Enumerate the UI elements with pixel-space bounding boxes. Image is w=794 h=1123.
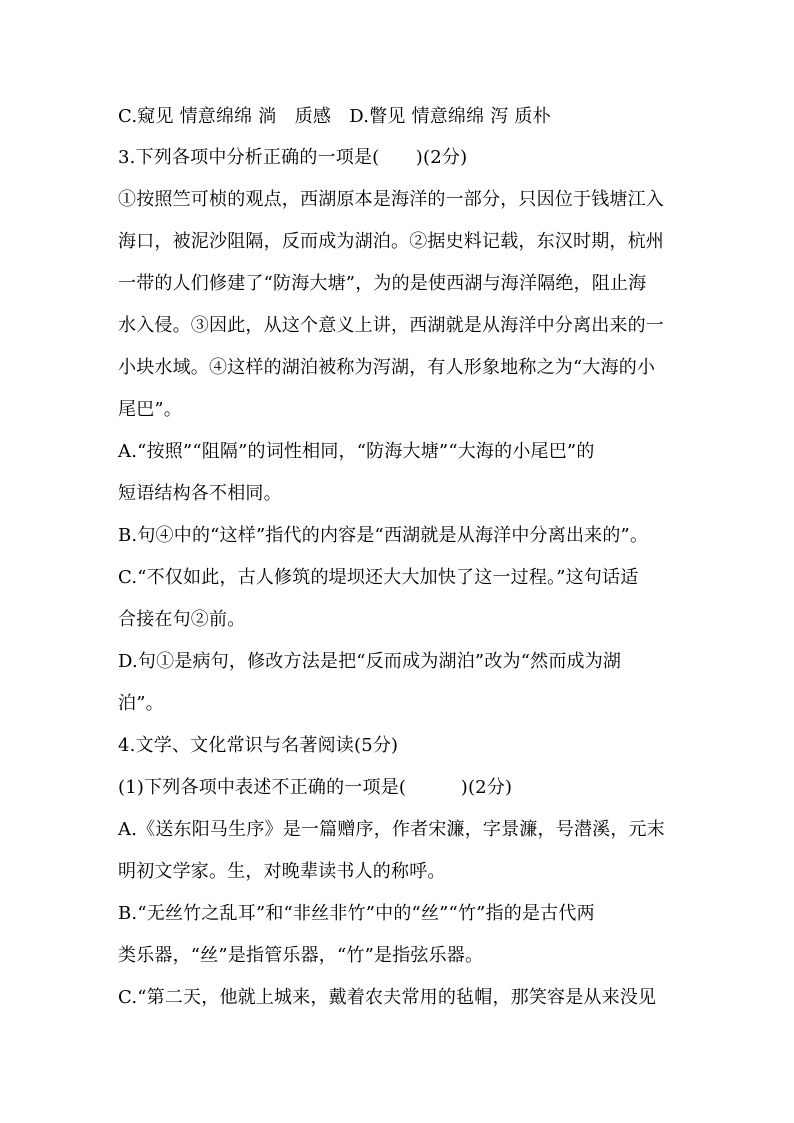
option-b: B.句④中的“这样”指代的内容是“西湖就是从海洋中分离出来的”。: [118, 525, 649, 546]
passage-line: 小块水域。④这样的湖泊被称为泻湖，有人形象地称之为“大海的小: [118, 357, 656, 378]
option-a-cont: 短语结构各不相同。: [118, 483, 282, 504]
option-b: B.“无丝竹之乱耳”和“非丝非竹”中的“丝”“竹”指的是古代两: [118, 903, 595, 924]
option-c-d-question2: C.窥见 情意绵绵 淌 质感 D.瞥见 情意绵绵 泻 质朴: [118, 106, 551, 127]
option-a: A.“按照”“阻隔”的词性相同，“防海大塘”“大海的小尾巴”的: [118, 441, 595, 462]
option-a: A.《送东阳马生序》是一篇赠序，作者宋濂，字景濂，号潜溪，元末: [118, 819, 665, 840]
option-a-cont: 明初文学家。生，对晚辈读书人的称呼。: [118, 861, 446, 882]
option-c-cont: 合接在句②前。: [118, 609, 246, 630]
passage-line: ①按照竺可桢的观点，西湖原本是海洋的一部分，只因位于钱塘江入: [118, 189, 664, 210]
passage-line: 海口，被泥沙阻隔，反而成为湖泊。②据史料记载，东汉时期，杭州: [118, 231, 664, 252]
option-d-cont: 泊”。: [118, 693, 164, 714]
option-c: C.“不仅如此，古人修筑的堤坝还大大加快了这一过程。”这句话适: [118, 567, 639, 588]
option-d: D.句①是病句，修改方法是把“反而成为湖泊”改为“然而成为湖: [118, 651, 622, 672]
passage-line: 尾巴”。: [118, 399, 183, 420]
passage-line: 一带的人们修建了“防海大塘”，为的是使西湖与海洋隔绝，阻止海: [118, 273, 647, 294]
question-4-1-stem: (1)下列各项中表述不正确的一项是( )(2分): [118, 777, 513, 798]
passage-line: 水入侵。③因此，从这个意义上讲，西湖就是从海洋中分离出来的一: [118, 315, 664, 336]
question-4-heading: 4.文学、文化常识与名著阅读(5分): [118, 735, 399, 756]
question-3-stem: 3.下列各项中分析正确的一项是( )(2分): [118, 147, 468, 168]
option-c: C.“第二天，他就上城来，戴着农夫常用的毡帽，那笑容是从来没见: [118, 987, 657, 1008]
option-b-cont: 类乐器，“丝”是指管乐器，“竹”是指弦乐器。: [118, 945, 484, 966]
